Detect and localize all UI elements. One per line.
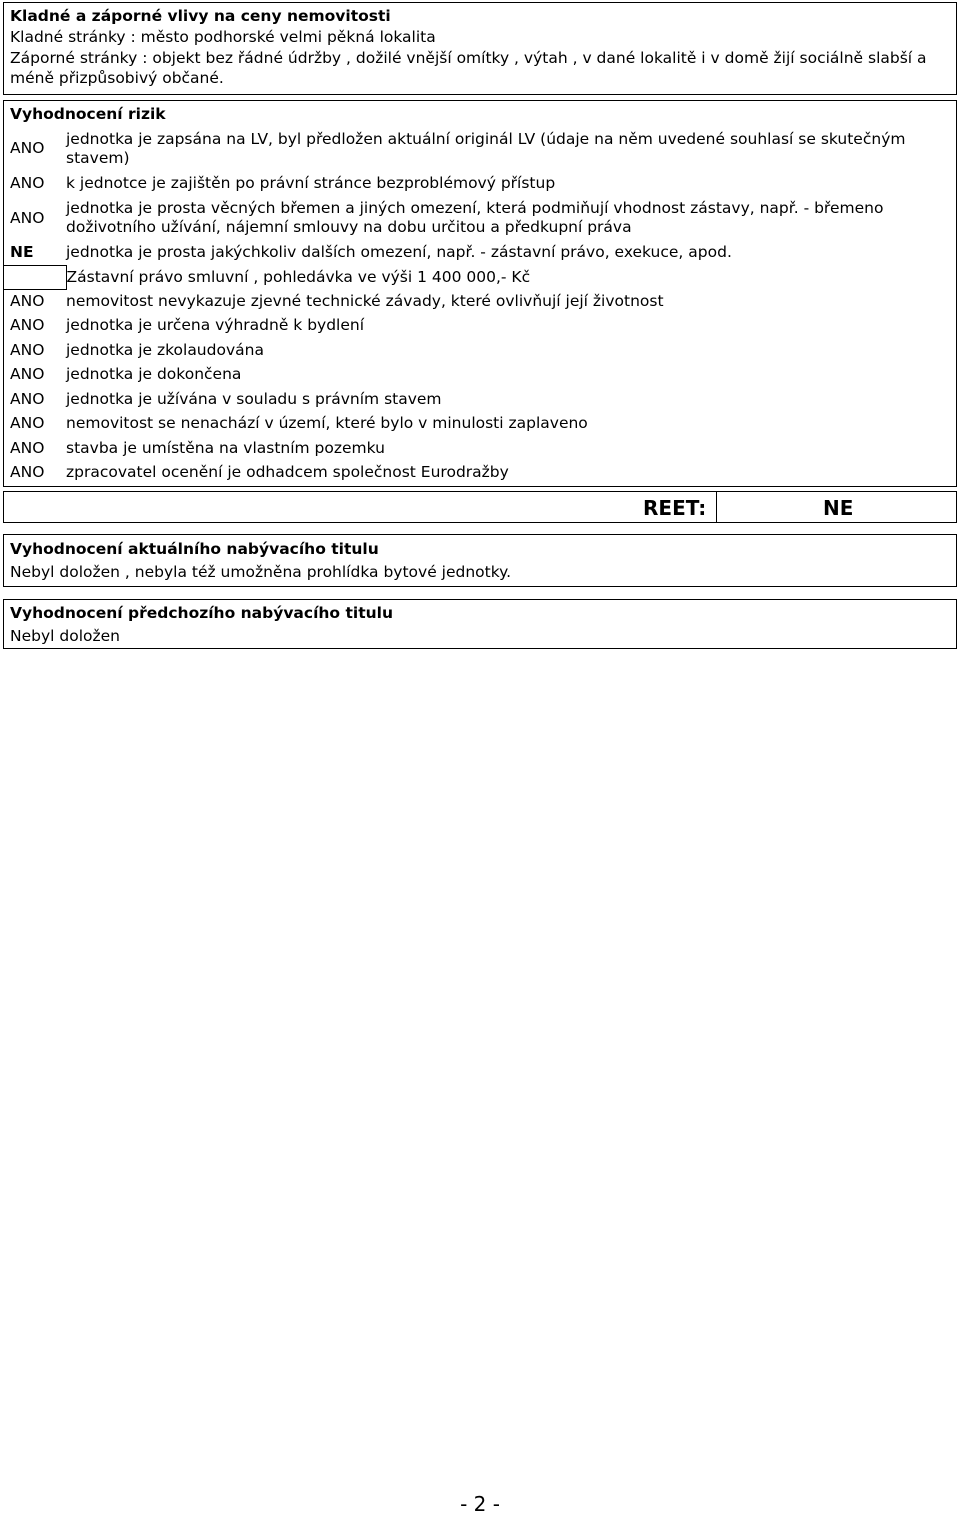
current-title-text: Nebyl doložen , nebyla též umožněna prohlídka bytové jednotky. bbox=[10, 563, 512, 581]
reet-value: NE bbox=[823, 496, 854, 520]
risk-row bbox=[4, 338, 956, 363]
risk-text: jednotka je určena výhradně k bydlení bbox=[66, 316, 365, 335]
page-number: - 2 - bbox=[460, 1492, 500, 1516]
risk-text: zpracovatel ocenění je odhadcem společnost Eurodražby bbox=[66, 463, 509, 482]
risk-text: k jednotce je zajištěn po právní stránce bezproblémový přístup bbox=[66, 173, 556, 192]
positives-text: Kladné stránky : město podhorské velmi pěkná lokalita bbox=[10, 28, 436, 46]
risk-status: ANO bbox=[10, 365, 45, 384]
risk-evaluation-section bbox=[3, 100, 957, 487]
risk-status: ANO bbox=[10, 463, 45, 482]
risk-table bbox=[4, 126, 956, 485]
risk-row bbox=[4, 314, 956, 339]
risk-row bbox=[4, 196, 956, 241]
risk-text: jednotka je zkolaudována bbox=[66, 340, 264, 359]
risk-note-text: Zástavní právo smluvní , pohledávka ve výši 1 400 000,- Kč bbox=[66, 267, 531, 286]
risk-status: ANO bbox=[10, 316, 45, 335]
risk-status: ANO bbox=[10, 139, 45, 157]
risk-text: jednotka je užívána v souladu s právním stavem bbox=[66, 389, 442, 408]
risk-status: ANO bbox=[10, 173, 45, 192]
risk-text: stavba je umístěna na vlastním pozemku bbox=[66, 438, 385, 457]
risk-row bbox=[4, 241, 956, 266]
reet-section bbox=[3, 491, 957, 523]
reet-label: REET: bbox=[643, 496, 707, 520]
risk-row bbox=[4, 126, 956, 171]
risk-status: ANO bbox=[10, 340, 45, 359]
risk-note-row bbox=[4, 265, 956, 289]
previous-title-heading: Vyhodnocení předchozího nabývacího titulu bbox=[10, 604, 393, 622]
risk-row bbox=[4, 363, 956, 388]
risk-row bbox=[4, 412, 956, 437]
risk-text: jednotka je prosta jakýchkoliv dalších omezení, např. - zástavní právo, exekuce, apod. bbox=[66, 243, 732, 262]
risk-status: ANO bbox=[10, 389, 45, 408]
risk-text: jednotka je prosta věcných břemen a jiných omezení, která podmiňují vhodnost zástavy, např. - břemeno doživotního užívání, nájemní smlouvy na dobu určitou a předkupní práva bbox=[66, 199, 884, 236]
previous-title-text: Nebyl doložen bbox=[10, 627, 120, 645]
risk-status: ANO bbox=[10, 208, 45, 227]
risk-evaluation-heading: Vyhodnocení rizik bbox=[10, 105, 166, 123]
price-influences-heading: Kladné a záporné vlivy na ceny nemovitosti bbox=[10, 7, 391, 25]
current-title-heading: Vyhodnocení aktuálního nabývacího titulu bbox=[10, 540, 379, 558]
risk-text: nemovitost se nenachází v území, které bylo v minulosti zaplaveno bbox=[66, 414, 588, 433]
risk-row bbox=[4, 387, 956, 412]
risk-status: NE bbox=[10, 243, 34, 261]
risk-row bbox=[4, 289, 956, 314]
risk-status-empty bbox=[4, 265, 66, 289]
risk-row bbox=[4, 171, 956, 196]
reet-divider bbox=[716, 492, 717, 522]
negatives-text: Záporné stránky : objekt bez řádné údržby , dožilé vnější omítky , výtah , v dané lokalitě i v domě žijí sociálně slabší a méně přizpůsobivý občané. bbox=[10, 49, 927, 87]
current-title-section bbox=[3, 534, 957, 587]
risk-row bbox=[4, 461, 956, 486]
risk-status: ANO bbox=[10, 414, 45, 433]
risk-status: ANO bbox=[10, 438, 45, 457]
risk-text: jednotka je dokončena bbox=[66, 365, 242, 384]
risk-text: nemovitost nevykazuje zjevné technické závady, které ovlivňují její životnost bbox=[66, 291, 664, 310]
risk-row bbox=[4, 436, 956, 461]
risk-text: jednotka je zapsána na LV, byl předložen aktuální originál LV (údaje na něm uvedené souhlasí se skutečným stavem) bbox=[66, 129, 906, 167]
previous-title-section bbox=[3, 599, 957, 649]
price-influences-section bbox=[3, 2, 957, 95]
risk-status: ANO bbox=[10, 292, 45, 310]
